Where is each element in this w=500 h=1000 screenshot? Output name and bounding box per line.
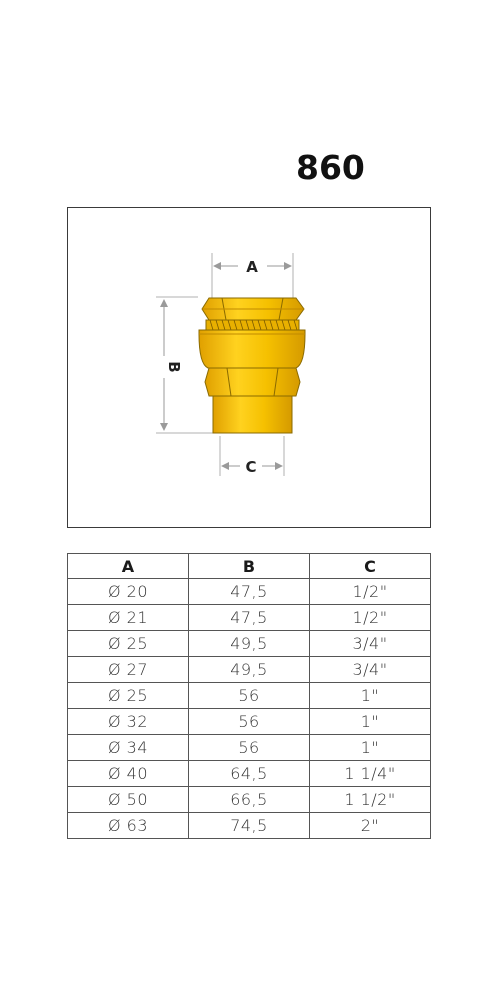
cell-c: 1 1/2" bbox=[310, 787, 431, 813]
column-header-c: C bbox=[310, 554, 431, 579]
table-row bbox=[68, 683, 431, 709]
dimension-c-label: C bbox=[245, 458, 257, 476]
cell-b: 56 bbox=[189, 735, 310, 761]
cell-b: 49,5 bbox=[189, 631, 310, 657]
table-row bbox=[68, 735, 431, 761]
table-row bbox=[68, 709, 431, 735]
cell-b: 47,5 bbox=[189, 605, 310, 631]
table-row bbox=[68, 579, 431, 605]
table-row bbox=[68, 631, 431, 657]
cell-a: Ø 63 bbox=[68, 813, 189, 839]
cell-a: Ø 32 bbox=[68, 709, 189, 735]
dimension-a bbox=[212, 253, 293, 298]
product-code: 860 bbox=[296, 148, 365, 187]
cell-b: 56 bbox=[189, 683, 310, 709]
dimension-a-label: A bbox=[246, 258, 258, 276]
diagram-frame bbox=[67, 207, 431, 528]
dimension-c bbox=[220, 436, 284, 476]
table-row bbox=[68, 657, 431, 683]
cell-c: 3/4" bbox=[310, 657, 431, 683]
cell-a: Ø 25 bbox=[68, 631, 189, 657]
cell-a: Ø 34 bbox=[68, 735, 189, 761]
cell-b: 56 bbox=[189, 709, 310, 735]
cell-c: 1 1/4" bbox=[310, 761, 431, 787]
column-header-a: A bbox=[68, 554, 189, 579]
table-header-row bbox=[68, 554, 431, 579]
cell-c: 1" bbox=[310, 683, 431, 709]
table-row bbox=[68, 761, 431, 787]
fitting-diagram bbox=[68, 208, 430, 527]
cell-a: Ø 27 bbox=[68, 657, 189, 683]
cell-b: 49,5 bbox=[189, 657, 310, 683]
table-row bbox=[68, 787, 431, 813]
table-row bbox=[68, 605, 431, 631]
cell-c: 3/4" bbox=[310, 631, 431, 657]
cell-a: Ø 20 bbox=[68, 579, 189, 605]
cell-c: 1/2" bbox=[310, 605, 431, 631]
dimensions-table bbox=[67, 553, 431, 839]
cell-c: 1" bbox=[310, 709, 431, 735]
brass-fitting bbox=[199, 298, 305, 433]
table-row bbox=[68, 813, 431, 839]
cell-a: Ø 25 bbox=[68, 683, 189, 709]
cell-b: 66,5 bbox=[189, 787, 310, 813]
cell-b: 64,5 bbox=[189, 761, 310, 787]
cell-a: Ø 50 bbox=[68, 787, 189, 813]
cell-a: Ø 40 bbox=[68, 761, 189, 787]
cell-c: 1" bbox=[310, 735, 431, 761]
cell-a: Ø 21 bbox=[68, 605, 189, 631]
column-header-b: B bbox=[189, 554, 310, 579]
cell-c: 2" bbox=[310, 813, 431, 839]
cell-b: 74,5 bbox=[189, 813, 310, 839]
dimension-b-label: B bbox=[165, 361, 183, 373]
cell-b: 47,5 bbox=[189, 579, 310, 605]
cell-c: 1/2" bbox=[310, 579, 431, 605]
